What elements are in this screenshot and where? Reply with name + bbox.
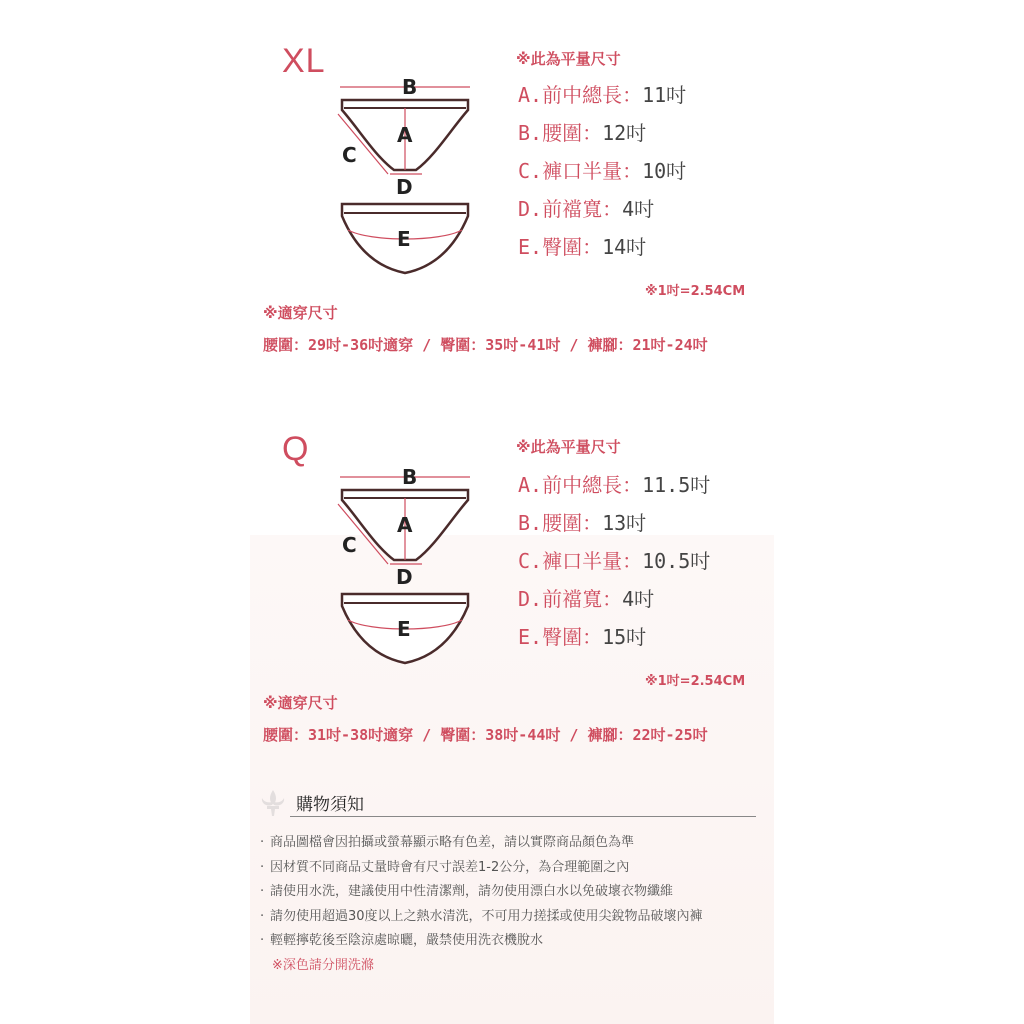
spec-item: B.腰圍：13吋	[518, 511, 647, 535]
spec-item: E.臀圍：15吋	[518, 625, 647, 649]
letter-a: A	[397, 123, 413, 147]
spec-list	[518, 80, 686, 270]
letter-d: D	[396, 175, 413, 199]
spec-list	[518, 470, 710, 660]
shopping-notice	[258, 786, 768, 977]
notice-item: · 請使用水洗，建議使用中性清潔劑，請勿使用漂白水以免破壞衣物纖維	[258, 881, 768, 906]
inch-conversion-note: ※1吋=2.54CM	[645, 284, 746, 299]
letter-e: E	[397, 227, 411, 251]
notice-item: · 商品圖檔會因拍攝或螢幕顯示略有色差，請以實際商品顏色為準	[258, 832, 768, 857]
notice-list	[258, 832, 768, 955]
letter-d: D	[396, 565, 413, 589]
flat-measure-note: ※此為平量尺寸	[516, 50, 621, 68]
spec-item: C.褲口半量：10.5吋	[518, 549, 711, 573]
fit-size-title: ※適穿尺寸	[263, 694, 338, 712]
notice-item: · 因材質不同商品丈量時會有尺寸誤差1-2公分，為合理範圍之內	[258, 857, 768, 882]
fit-size-line: 腰圍：31吋-38吋適穿 / 臀圍：38吋-44吋 / 褲腳：22吋-25吋	[263, 726, 708, 744]
letter-c: C	[342, 533, 357, 557]
fleur-de-lis-icon	[258, 788, 288, 818]
notice-item: · 輕輕擰乾後至陰涼處晾曬，嚴禁使用洗衣機脫水	[258, 930, 768, 955]
size-label: XL	[282, 42, 326, 80]
fit-size-title: ※適穿尺寸	[263, 304, 338, 322]
dark-wash-note: ※深色請分開洗滌	[272, 957, 374, 973]
size-block-q	[0, 390, 1024, 760]
spec-item: E.臀圍：14吋	[518, 235, 647, 259]
spec-item: D.前襠寬：4吋	[518, 587, 655, 611]
size-label: Q	[282, 430, 310, 468]
letter-c: C	[342, 143, 357, 167]
notice-header	[258, 786, 768, 818]
inch-conversion-note: ※1吋=2.54CM	[645, 674, 746, 689]
spec-item: B.腰圍：12吋	[518, 121, 647, 145]
flat-measure-note: ※此為平量尺寸	[516, 438, 621, 456]
letter-b: B	[402, 465, 418, 489]
letter-a: A	[397, 513, 413, 537]
letter-b: B	[402, 75, 418, 99]
size-block-xl	[0, 0, 1024, 370]
letter-e: E	[397, 617, 411, 641]
notice-item: · 請勿使用超過30度以上之熱水清洗，不可用力搓揉或使用尖銳物品破壞內褲	[258, 906, 768, 931]
panty-diagram	[330, 70, 480, 290]
notice-divider	[290, 816, 756, 817]
spec-item: A.前中總長：11.5吋	[518, 473, 711, 497]
notice-title: 購物須知	[296, 795, 364, 815]
fit-size-line: 腰圍：29吋-36吋適穿 / 臀圍：35吋-41吋 / 褲腳：21吋-24吋	[263, 336, 708, 354]
spec-item: C.褲口半量：10吋	[518, 159, 687, 183]
spec-item: D.前襠寬：4吋	[518, 197, 655, 221]
spec-item: A.前中總長：11吋	[518, 83, 687, 107]
panty-diagram	[330, 460, 480, 680]
